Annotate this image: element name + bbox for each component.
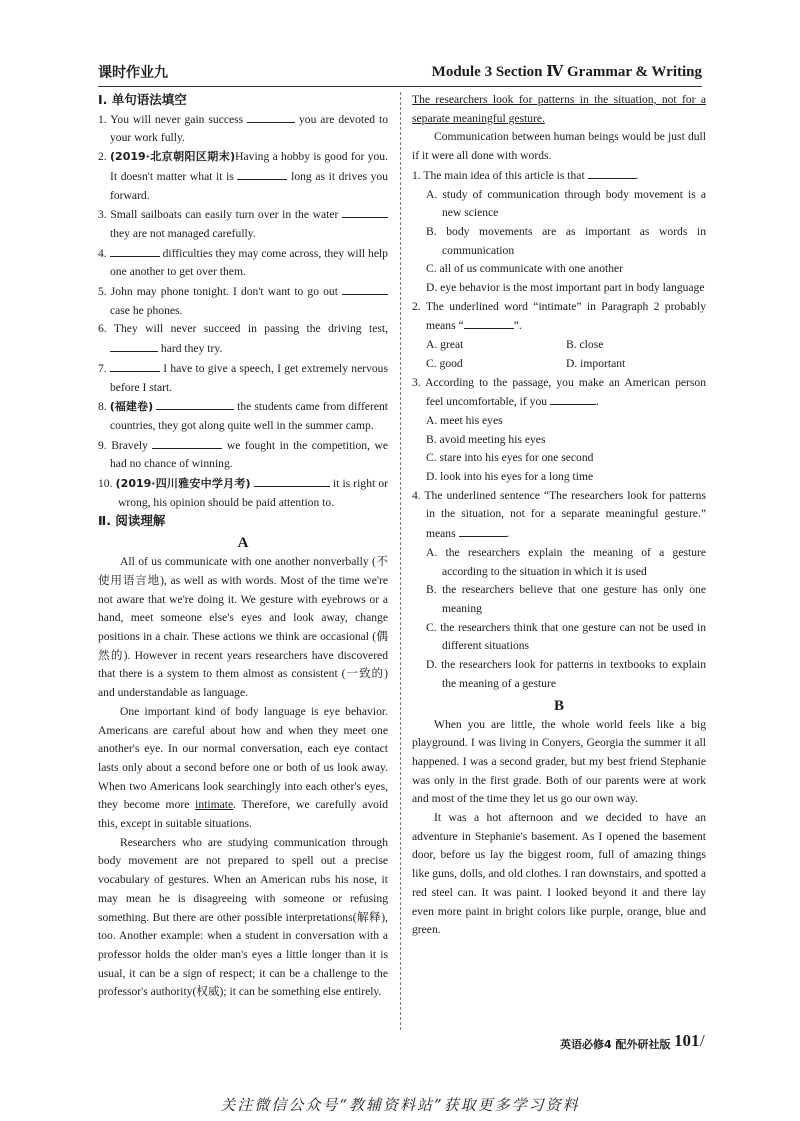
underlined-word: intimate [195,798,234,812]
passage-paragraph: One important kind of body language is eye behavior. Americans are careful about how and when they meet one another's eye. In our normal conversation, each eye contact lasts only about a second before one or both of us look away. When two Americans look searchingly into each other's eyes, they become more intimate. Therefore, we carefully avoid this, except in suitable situations. [98,704,388,831]
answer-blank[interactable] [237,167,287,180]
option-a[interactable]: A. meet his eyes [426,413,503,427]
passage-paragraph: Researchers who are studying communication through body movement are not prepared to spell out a precise vocabulary of gestures. When an American rubs his nose, it may mean he is disagreeing with someone or refusing something. But there are other possible interpretations(解释), too. Another example: when a student in conversation with a professor holds the older man's eyes a little longer than it is usual, it can be a sign of respect; it can be a challenge to the professor's authority(权威); it can be something else entirely. [98,835,388,999]
passage-b-title: B [553,697,564,714]
module-title: Module 3 Section Ⅳ Grammar & Writing [431,64,702,80]
answer-blank[interactable] [152,436,222,449]
option-b[interactable]: B. avoid meeting his eyes [426,432,546,446]
question-2: 2. (2019·北京朝阳区期末)Having a hobby is good for you. It doesn't matter what it is long as it drives you forward. [98,150,388,202]
option-d[interactable]: D. look into his eyes for a long time [426,470,594,484]
option-b[interactable]: B. close [566,338,604,352]
option-row [412,355,706,374]
answer-blank[interactable] [110,339,158,352]
option-d[interactable]: D. eye behavior is the most important part in body language [426,281,705,295]
question-source: (2019·北京朝阳区期末) [110,150,236,164]
answer-blank[interactable] [588,166,636,179]
question-source: (2019·四川雅安中学月考) [115,477,251,491]
mcq-3-stem: 3. According to the passage, you make an American person feel uncomfortable, if you . [412,375,706,409]
mcq-1-stem: 1. The main idea of this article is that . [412,166,706,186]
option-c[interactable]: C. stare into his eyes for one second [426,451,594,465]
question-1: 1. You will never gain success you are devoted to your work fully. [98,110,388,148]
question-4: 4. difficulties they may come across, they will help one another to get over them. [98,244,388,282]
right-column [412,91,706,940]
column-divider [400,92,401,1030]
answer-blank[interactable] [110,359,160,372]
passage-paragraph: Communication between human beings would be just dull if it were all done with words. [412,130,706,163]
left-column [98,91,388,1002]
section-title: Ⅱ. 阅读理解 [98,513,166,529]
option-d[interactable]: D. the researchers look for patterns in textbooks to explain the meaning of a gesture [426,658,706,690]
section-title: Ⅰ. 单句语法填空 [98,92,187,107]
question-3: 3. Small sailboats can easily turn over in the water they are not managed carefully. [98,205,388,243]
answer-blank[interactable] [156,397,234,410]
question-6: 6. They will never succeed in passing the driving test, hard they try. [98,322,388,356]
question-5: 5. John may phone tonight. I don't want to go out case he phones. [98,282,388,320]
mcq-2-stem: 2. The underlined word “intimate” in Paragraph 2 probably means “ ”. [412,299,706,333]
answer-blank[interactable] [550,392,596,405]
promo-note: 关注微信公众号“教辅资料站”获取更多学习资料 [220,1096,580,1114]
question-7: 7. I have to give a speech, I get extremely nervous before I start. [98,359,388,397]
option-d[interactable]: D. important [566,356,626,370]
page-number: 101 [674,1031,700,1050]
book-label: 英语必修4 配外研社版 [560,1038,671,1051]
page-slash: / [700,1031,705,1050]
passage-paragraph: It was a hot afternoon and we decided to have an adventure in Stephanie's basement. As I opened the basement door, before us lay the biggest room, full of amazing things like guns, dolls, and old clothes. I ran downstairs, and spotted a red steel can. It was paint. I looked beyond it and there lay even more paint in bright colors like purple, orange, blue and green. [412,811,706,937]
answer-blank[interactable] [110,244,160,257]
answer-blank[interactable] [247,110,295,123]
worksheet-title: 课时作业九 [98,65,168,81]
passage-paragraph: When you are little, the whole world feels like a big playground. I was living in Conyers, Georgia the summer it all happened. I was a second grader, but my best friend Stephanie was only in the first grade. Both of our parents were at work and most of the time they let us go our own way. [412,717,706,806]
answer-blank[interactable] [342,205,388,218]
question-10: 10. (2019·四川雅安中学月考) it is right or wrong, his opinion should be paid attention to. [98,474,388,512]
passage-paragraph: All of us communicate with one another nonverbally (不使用语言地), as well as with words. Most of the time we're not aware that we're doing it. We gesture with eyebrows or a hand, meet someone else's eyes and look away, change positions in a chair. These actions we think are occasional (偶然的). However in recent years researchers have discovered that there is a system to them almost as consistent (一致的) and understandable as language. [98,555,388,700]
option-c[interactable]: C. good [426,356,463,370]
option-a[interactable]: A. great [426,338,464,352]
passage-paragraph-continued [412,91,706,128]
answer-blank[interactable] [342,282,388,295]
option-a[interactable]: A. the researchers explain the meaning of a gesture according to the situation in which it is used [426,545,706,578]
option-c[interactable]: C. the researchers think that one gesture can not be used in different situations [426,620,706,653]
question-source: (福建卷) [109,400,154,414]
answer-blank[interactable] [459,524,507,537]
question-8: 8. (福建卷) the students came from different countries, they got along quite well in the summer camp. [98,397,388,435]
option-a[interactable]: A. study of communication through body movement is a new science [426,187,706,220]
passage-a-title: A [237,535,249,552]
option-c[interactable]: C. all of us communicate with one another [426,262,624,276]
underlined-sentence: The researchers look for patterns in the situation, not for a separate meaningful gesture. [412,93,706,125]
option-row [412,336,706,355]
question-9: 9. Bravely we fought in the competition, we had no chance of winning. [98,436,388,474]
answer-blank[interactable] [254,474,330,487]
option-b[interactable]: B. body movements are as important as words in communication [426,224,706,257]
option-b[interactable]: B. the researchers believe that one gesture has only one meaning [426,583,706,615]
answer-blank[interactable] [464,316,514,329]
mcq-4-stem: 4. The underlined sentence “The researchers look for patterns in the situation, not for a separate meaningful gesture.” means . [412,488,706,541]
header-rule [98,86,702,87]
